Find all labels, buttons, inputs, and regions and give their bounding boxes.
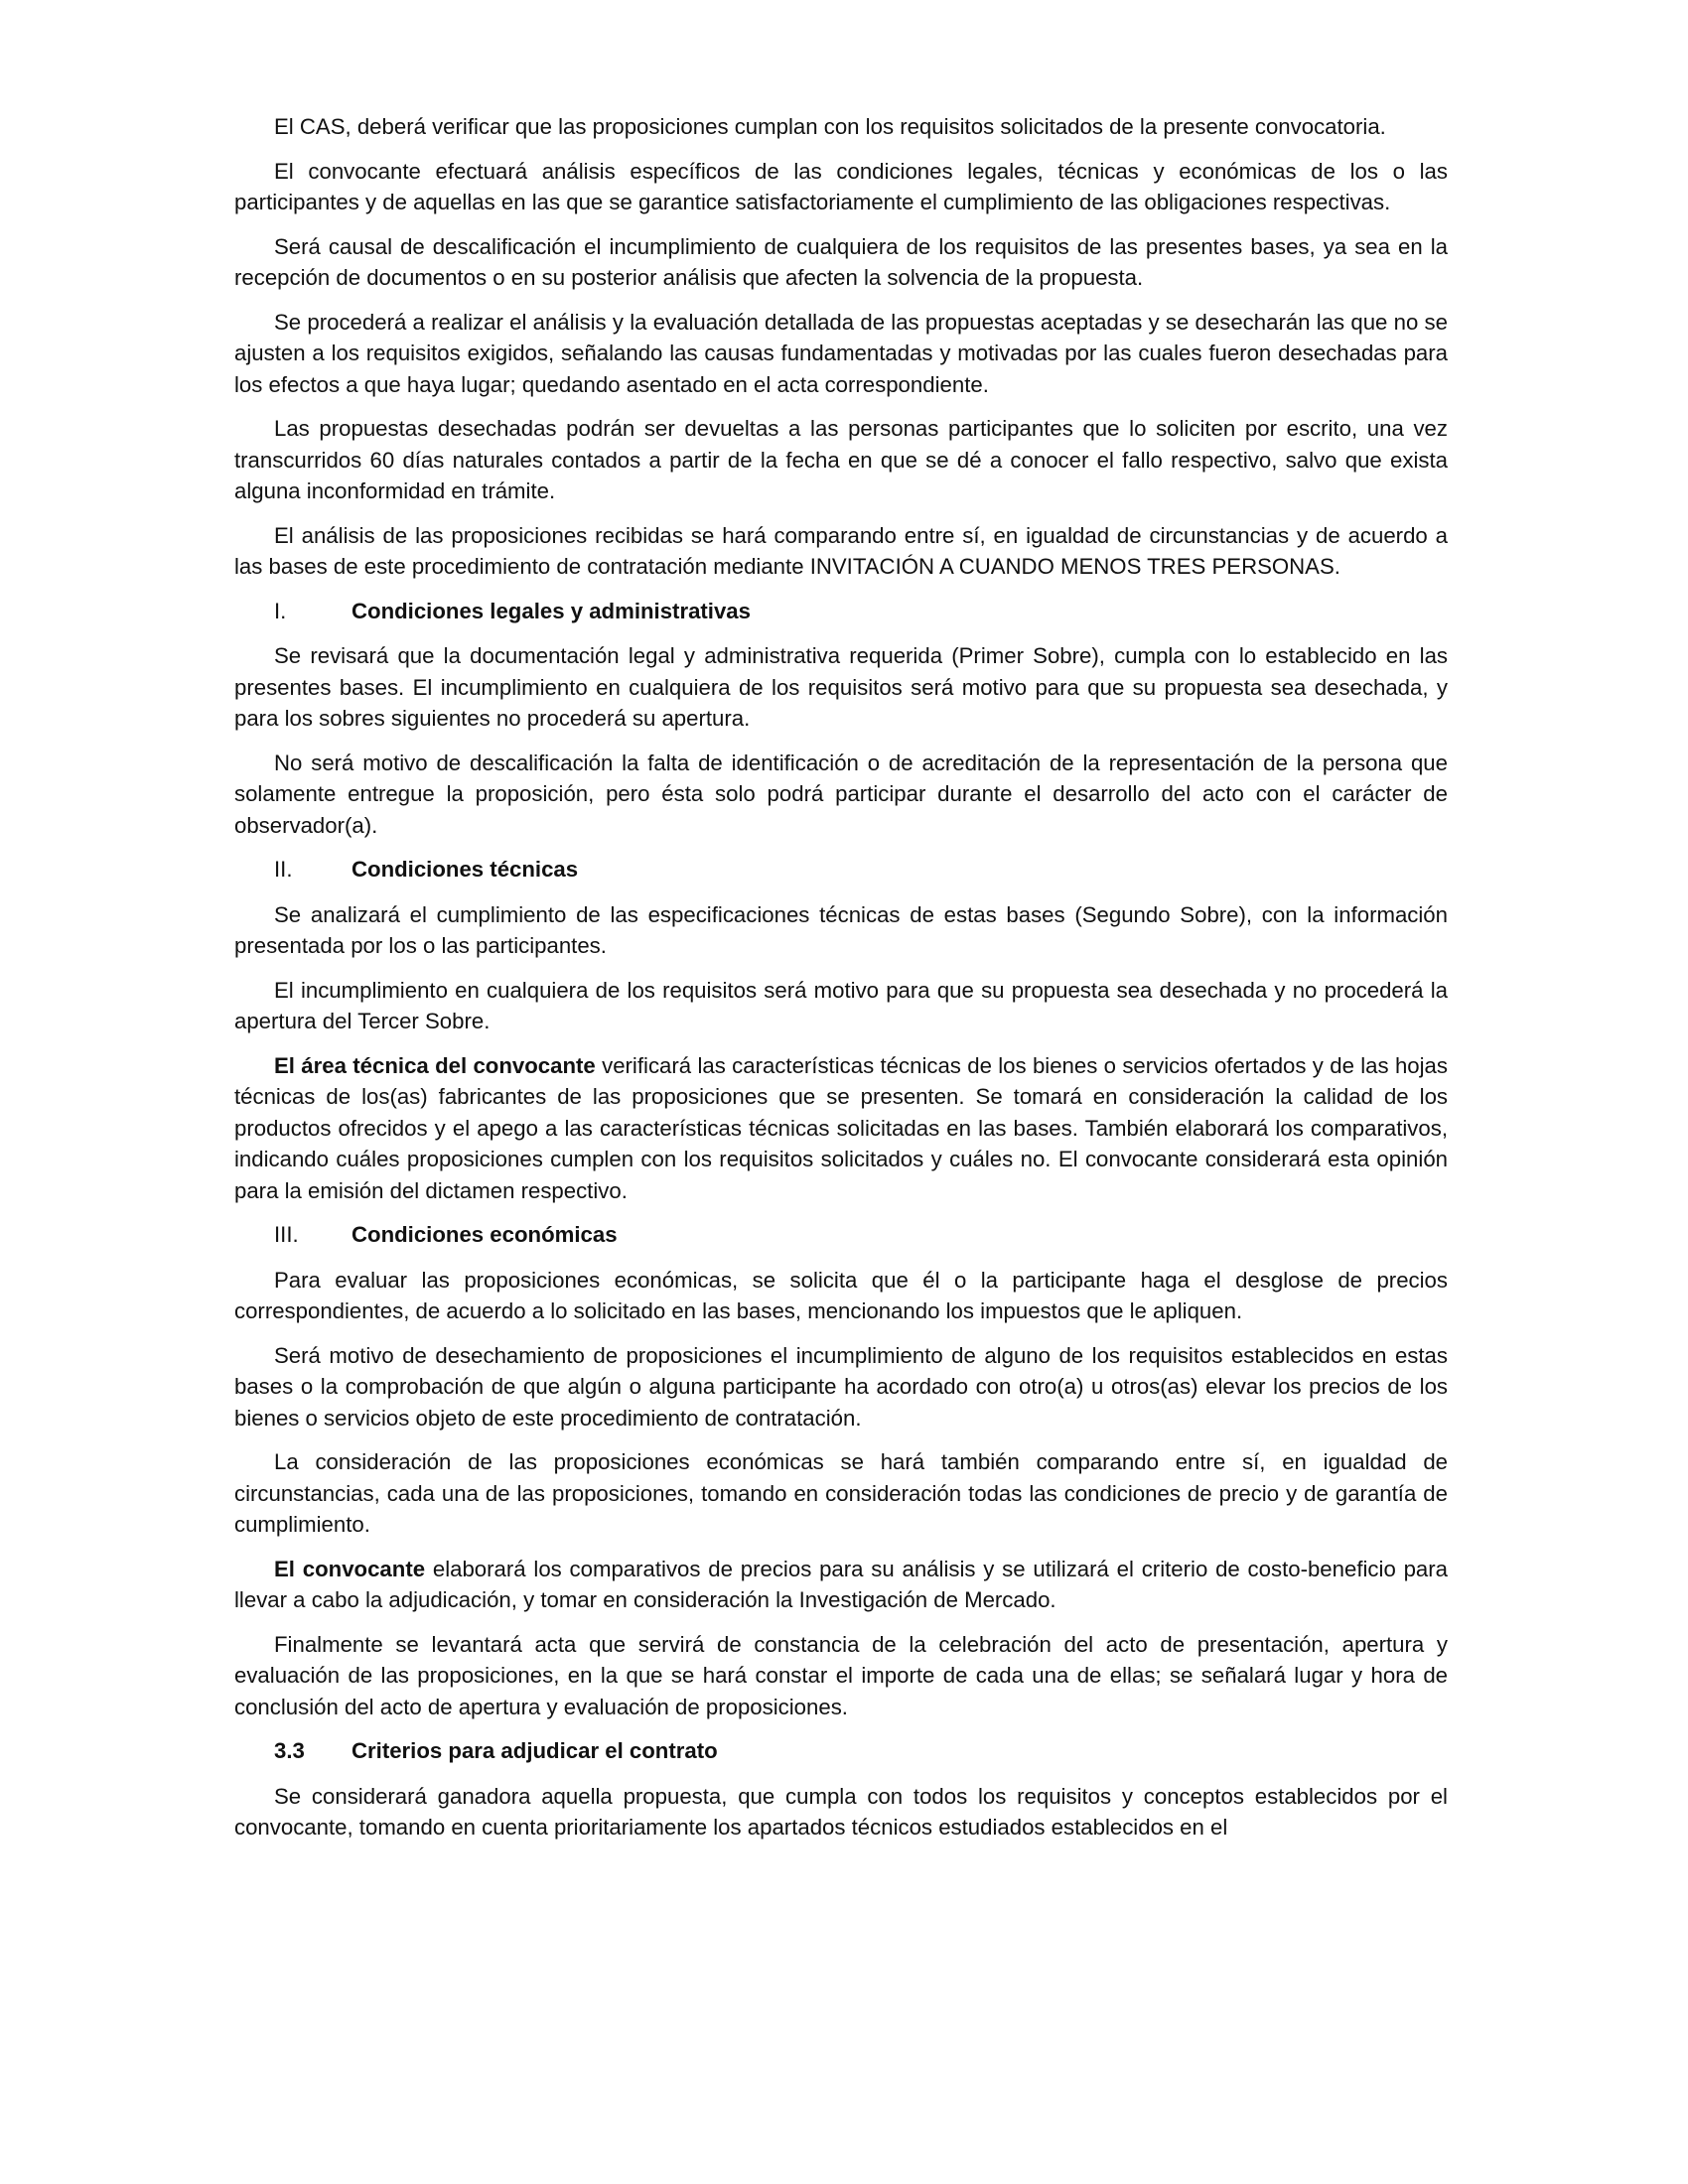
section-number: I. — [274, 598, 287, 623]
section-title: Criterios para adjudicar el contrato — [352, 1738, 718, 1763]
bold-phrase: El área técnica del convocante — [274, 1052, 596, 1078]
paragraph-cas-verification: El CAS, deberá verificar que las proposiciones cumplan con los requisitos solicitados de la presente convocatoria. — [274, 114, 1386, 139]
section-heading-award-criteria — [234, 1735, 1448, 1767]
paragraph-text: elaborará los comparativos de precios para su análisis y se utilizará el criterio de costo-beneficio para llevar a cabo la adjudicación, y tomar en consideración la Investigación de Mercado. — [234, 1556, 1448, 1612]
paragraph-technical-area — [234, 1050, 1448, 1207]
document-page — [234, 111, 1448, 1856]
paragraph-no-disqualification: No será motivo de descalificación la falta de identificación o de acreditación de la representación de la persona que solamente entregue la proposición, pero ésta solo podrá participar durante el desarrollo del acto con el carácter de observador(a). — [234, 750, 1448, 838]
paragraph-winner-criteria: Se considerará ganadora aquella propuesta, que cumpla con todos los requisitos y conceptos establecidos por el convocante, tomando en cuenta prioritariamente los apartados técnicos estudiados establecidos en el — [234, 1783, 1448, 1840]
paragraph-rejected-proposals: Las propuestas desechadas podrán ser devueltas a las personas participantes que lo soliciten por escrito, una vez transcurridos 60 días naturales contados a partir de la fecha en que se dé a conocer el fallo respectivo, salvo que exista alguna inconformidad en trámite. — [234, 416, 1448, 503]
paragraph-cost-benefit — [234, 1554, 1448, 1616]
section-number: II. — [274, 857, 293, 882]
section-heading-legal — [234, 596, 1448, 627]
paragraph-technical-noncompliance: El incumplimiento en cualquiera de los requisitos será motivo para que su propuesta sea desechada y no procederá la apertura del Tercer Sobre. — [234, 977, 1448, 1033]
paragraph-disqualification-cause: Será causal de descalificación el incumplimiento de cualquiera de los requisitos de las presentes bases, ya sea en la recepción de documentos o en su posterior análisis que afecten la solvencia de la propuesta. — [234, 233, 1448, 290]
paragraph-technical-analysis: Se analizará el cumplimiento de las especificaciones técnicas de estas bases (Segundo Sobre), con la información presentada por los o las participantes. — [234, 901, 1448, 958]
section-title: Condiciones técnicas — [352, 857, 579, 882]
section-number: 3.3 — [274, 1738, 305, 1763]
bold-phrase: El convocante — [274, 1556, 426, 1581]
section-heading-technical — [234, 854, 1448, 886]
section-number: III. — [274, 1222, 299, 1247]
paragraph-detailed-evaluation: Se procederá a realizar el análisis y la evaluación detallada de las propuestas aceptadas y se desecharán las que no se ajusten a los requisitos exigidos, señalando las causas fundamentadas y motivadas por las cuales fueron desechadas para los efectos a que haya lugar; quedando asentado en el acta correspondiente. — [234, 309, 1448, 397]
paragraph-comparison: El análisis de las proposiciones recibidas se hará comparando entre sí, en igualdad de circunstancias y de acuerdo a las bases de este procedimiento de contratación mediante INVITACIÓN A CUANDO MENOS TRES PERSONAS. — [234, 522, 1448, 579]
paragraph-final-act: Finalmente se levantará acta que servirá de constancia de la celebración del acto de presentación, apertura y evaluación de las proposiciones, en la que se hará constar el importe de cada una de ellas; se señalará lugar y hora de conclusión del acto de apertura y evaluación de proposiciones. — [234, 1631, 1448, 1719]
paragraph-legal-review: Se revisará que la documentación legal y administrativa requerida (Primer Sobre), cumpla con lo establecido en las presentes bases. El incumplimiento en cualquiera de los requisitos será motivo para que su propuesta sea desechada, y para los sobres siguientes no procederá su apertura. — [234, 643, 1448, 731]
paragraph-economic-comparison: La consideración de las proposiciones económicas se hará también comparando entre sí, en igualdad de circunstancias, cada una de las proposiciones, tomando en consideración todas las condiciones de precio y de garantía de cumplimiento. — [234, 1449, 1448, 1537]
section-title: Condiciones legales y administrativas — [352, 598, 751, 623]
paragraph-specific-analysis: El convocante efectuará análisis específicos de las condiciones legales, técnicas y económicas de los o las participantes y de aquellas en las que se garantice satisfactoriamente el cumplimiento de las obligaciones respectivas. — [234, 158, 1448, 214]
section-title: Condiciones económicas — [352, 1222, 618, 1247]
paragraph-economic-rejection: Será motivo de desechamiento de proposiciones el incumplimiento de alguno de los requisitos establecidos en estas bases o la comprobación de que algún o alguna participante ha acordado con otro(a) u otros(as) elevar los precios de los bienes o servicios objeto de este procedimiento de contratación. — [234, 1342, 1448, 1431]
paragraph-text: verificará las características técnicas de los bienes o servicios ofertados y de las hojas técnicas de los(as) fabricantes de las proposiciones que se presenten. Se tomará en consideración la calidad de los productos ofrecidos y el apego a las características técnicas solicitadas en las bases. También elaborará los comparativos, indicando cuáles proposiciones cumplen con los requisitos solicitados y cuáles no. El convocante considerará esta opinión para la emisión del dictamen respectivo. — [234, 1052, 1448, 1203]
section-heading-economic — [234, 1219, 1448, 1251]
paragraph-economic-evaluation: Para evaluar las proposiciones económicas, se solicita que él o la participante haga el desglose de precios correspondientes, de acuerdo a lo solicitado en las bases, mencionando los impuestos que le apliquen. — [234, 1267, 1448, 1323]
